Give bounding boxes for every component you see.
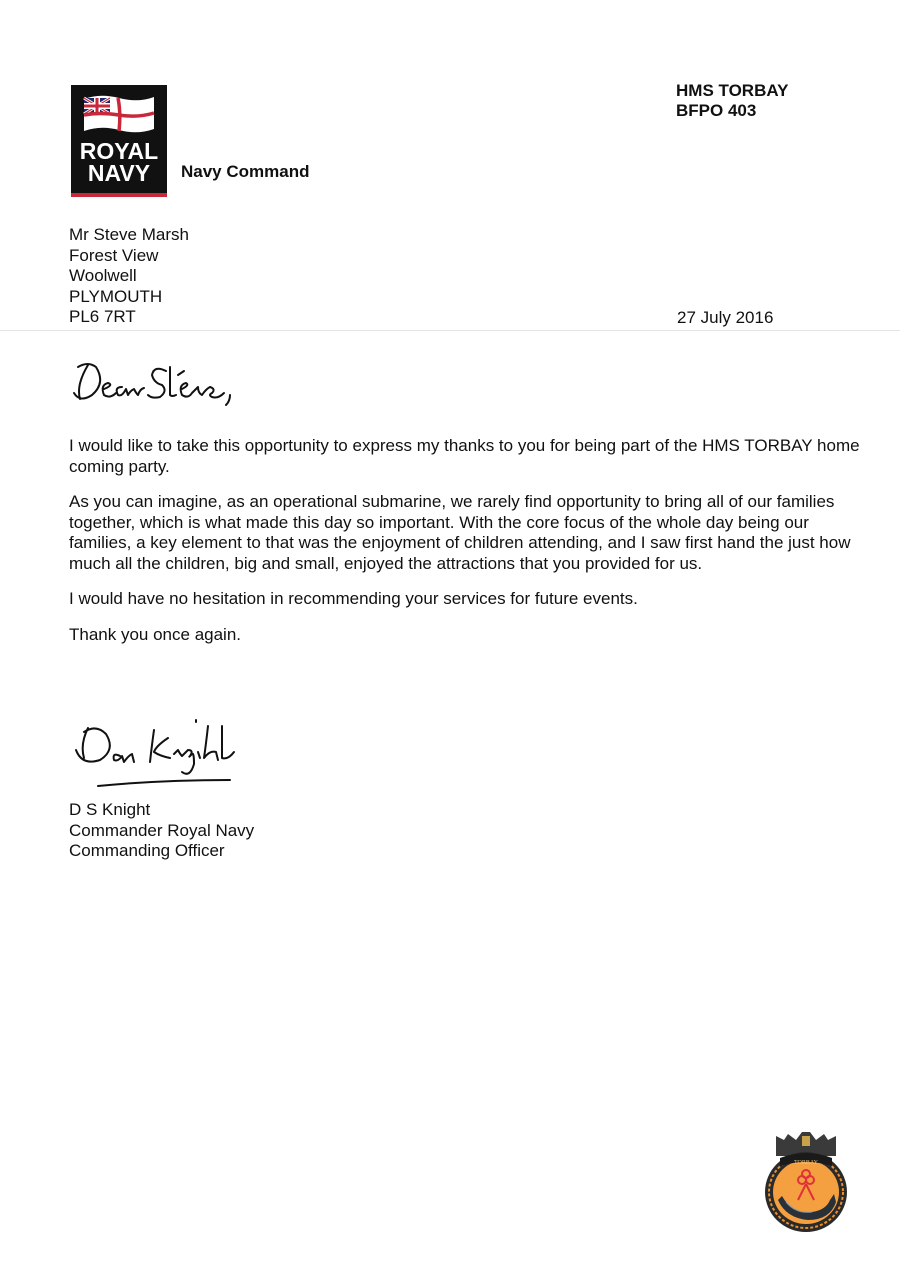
logo-accent-bar (71, 193, 167, 197)
logo-wordmark-royal: ROYAL (79, 138, 159, 164)
header-divider (0, 330, 900, 331)
royal-navy-logo (71, 85, 167, 197)
signer-name: D S Knight (69, 800, 151, 819)
closing-line: Thank you once again. (69, 624, 242, 644)
recipient-postcode: PL6 7RT (69, 307, 136, 326)
recipient-address-line: Woolwell (69, 266, 137, 285)
hms-torbay-crest-icon (762, 1130, 850, 1234)
ship-name: HMS TORBAY (676, 81, 789, 100)
recipient-name: Mr Steve Marsh (69, 225, 189, 244)
sender-address (676, 81, 788, 121)
body-paragraph: I would have no hesitation in recommending your services for future events. (69, 589, 638, 608)
signer-role: Commanding Officer (69, 841, 225, 860)
signer-block (69, 800, 254, 862)
department-name: Navy Command (181, 162, 310, 181)
crest-label-text: TORBAY (793, 1160, 819, 1166)
bfpo-number: BFPO 403 (676, 101, 757, 120)
recipient-address (69, 225, 189, 328)
signer-rank: Commander Royal Navy (69, 820, 255, 840)
logo-wordmark-navy: NAVY (87, 160, 151, 186)
letter-date: 27 July 2016 (677, 308, 774, 327)
handwritten-signature (70, 716, 250, 796)
letter-body (69, 436, 869, 660)
white-ensign-flag-icon (82, 93, 156, 135)
body-paragraph: As you can imagine, as an operational submarine, we rarely find opportunity to bring all of our families together, which is what made this day so important. With the core focus of the whole day being our families, a key element to that was the enjoyment of children attending, and I saw first hand the just how much all the children, big and small, enjoyed the attractions that you provided for us. (69, 492, 851, 573)
recipient-address-line: Forest View (69, 245, 159, 265)
handwritten-salutation (66, 355, 266, 415)
recipient-city: PLYMOUTH (69, 286, 163, 306)
body-paragraph: I would like to take this opportunity to express my thanks to you for being part of the HMS TORBAY home coming party. (69, 436, 860, 476)
